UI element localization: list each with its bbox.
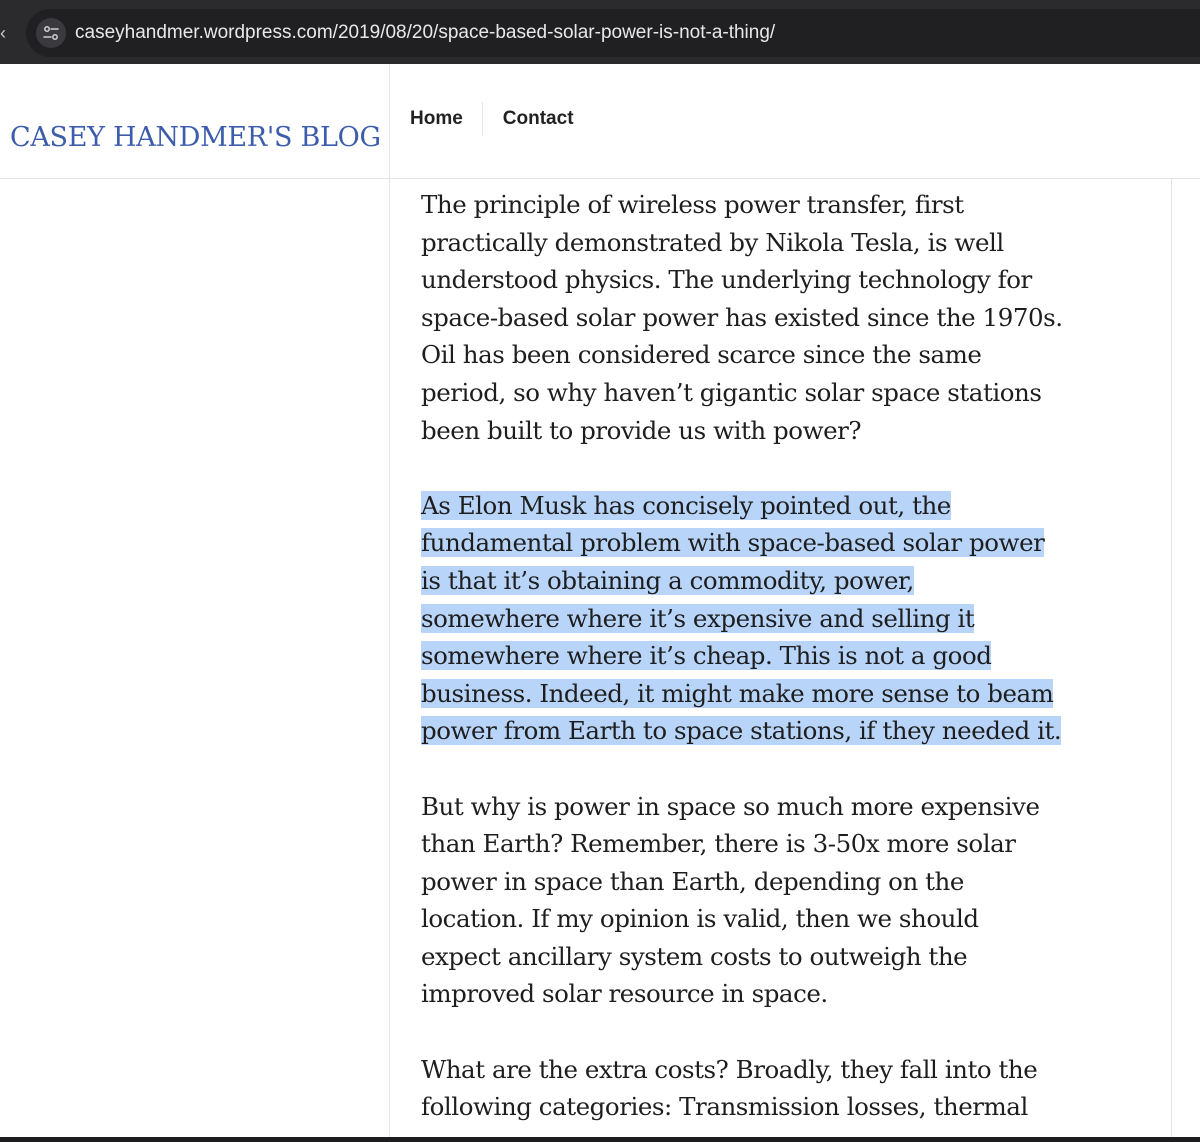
back-arrow-icon[interactable]: ‹ bbox=[0, 23, 6, 43]
article-paragraph bbox=[421, 788, 1111, 1014]
site-info-button[interactable] bbox=[36, 18, 66, 48]
nav-item-contact[interactable]: Contact bbox=[482, 102, 593, 136]
selected-paragraph-text: As Elon Musk has concisely pointed out, the fundamental problem with space-based solar power is that it’s obtaining a commodity, power, somewhere where it’s expensive and selling it somewhere where it’s cheap. This is not a good business. Indeed, it might make more sense to beam power from Earth to space stations, if they needed it. bbox=[421, 490, 1062, 746]
url-text[interactable]: caseyhandmer.wordpress.com/2019/08/20/space-based-solar-power-is-not-a-thing/ bbox=[75, 22, 776, 43]
browser-toolbar bbox=[0, 0, 1200, 64]
article-paragraph-selected bbox=[421, 487, 1111, 750]
paragraph-text: What are the extra costs? Broadly, they fall into the following categories: Transmission losses, thermal bbox=[421, 1054, 1038, 1122]
window-bottom-edge bbox=[0, 1137, 1200, 1142]
article-paragraph bbox=[421, 1051, 1111, 1126]
paragraph-text: But why is power in space so much more expensive than Earth? Remember, there is 3-50x more solar power in space than Earth, depending on the location. If my opinion is valid, then we should expect ancillary system costs to outweigh the improved solar resource in space. bbox=[421, 791, 1040, 1009]
address-bar[interactable] bbox=[26, 9, 1200, 57]
site-header bbox=[0, 64, 1200, 179]
nav-item-home[interactable]: Home bbox=[410, 108, 463, 129]
tune-icon bbox=[42, 24, 60, 42]
main-navigation bbox=[390, 102, 593, 136]
paragraph-text: The principle of wireless power transfer, first practically demonstrated by Nikola Tesla, is well understood physics. The underlying technology for space-based solar power has existed since the 1970s. Oil has been considered scarce since the same period, so why haven’t gigantic solar space stations been built to provide us with power? bbox=[421, 190, 1063, 445]
article-paragraph bbox=[421, 186, 1111, 449]
article-body bbox=[421, 186, 1111, 1142]
site-title[interactable]: CASEY HANDMER'S BLOG bbox=[10, 122, 381, 153]
